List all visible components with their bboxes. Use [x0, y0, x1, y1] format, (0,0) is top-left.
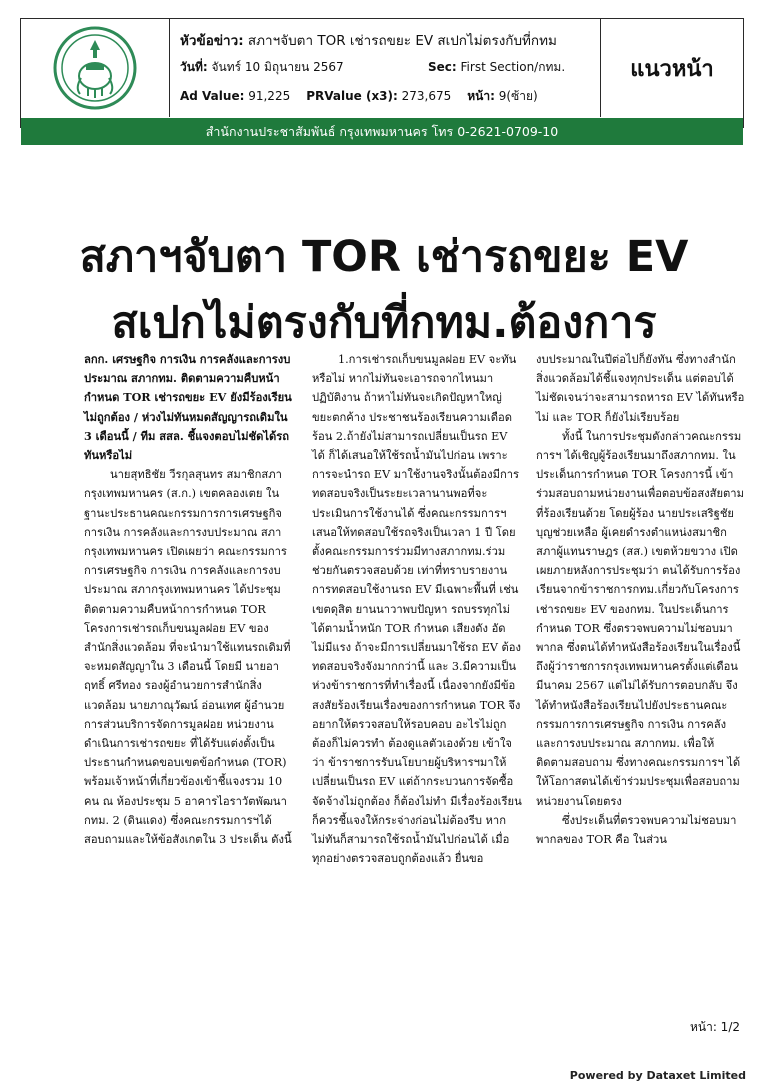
- article-paragraph: 1.การเช่ารถเก็บขนมูลฝอย EV จะทันหรือไม่ หากไม่ทันจะเอารถจากไหนมาปฏิบัติงาน ถ้าหาไม่ทันจะเกิดปัญหาใหญ่ ขยะตกค้าง ประชาชนร้องเรียนความเดือดร้อน 2.ถ้ายังไม่สามารถเปลี่ยนเป็นรถ EV ได้ ก็ได้เสนอให้ใช้รถน้ำมันไปก่อน เพราะการจะนำรถ EV มาใช้งานจริงนั้นต้องมีการทดสอบจริงเป็นระยะเวลานานพอที่จะประเมินการใช้งานได้ ซึ่งคณะกรรมการฯเสนอให้ทดสอบใช้รถจริงเป็นเวลา 1 ปี โดยตั้งคณะกรรมการร่วมมีทางสภากทม.ร่วมช่วยกันตรวจสอบด้วย เท่าที่ทราบรายงานการทดสอบใช้งานรถ EV มีเฉพาะพื้นที่ เช่น เขตดุสิต ยานนาวาพบปัญหา รถบรรทุกไม่ได้ตามน้ำหนัก TOR กำหนด เสียงดัง อัดไม่มีแรง ถ้าจะมีการเปลี่ยนมาใช้รถ EV ต้องทดสอบจริงจังมากกว่านี้ และ 3.มีความเป็นห่วงข้าราชการที่ทำเรื่องนี้ เนื่องจากยังมีข้อสงสัยร้องเรียนเรื่องของการกำหนด TOR จึงอยากให้ตรวจสอบให้รอบคอบ อะไรไม่ถูกต้องก็ไม่ควรทำ ต้องดูแลตัวเองด้วย เข้าใจว่า ข้าราชการรับนโยบายผู้บริหารฯมาให้เปลี่ยนเป็นรถ EV แต่ถ้ากระบวนการจัดซื้อจัดจ้างไม่ถูกต้อง ก็ต้องไม่ทำ มีเรื่องร้องเรียนก็ควรชี้แจงให้กระจ่างก่อนไม่ต้องรีบ หากไม่ทันก็สามารถใช้รถน้ำมันไปก่อนได้ เมื่อทุกอย่างตรวจสอบถูกต้องแล้ว ยื่นขอ: [312, 353, 522, 866]
- date-row: [180, 58, 344, 77]
- office-contact-bar: [21, 118, 743, 145]
- article-paragraph: ซึ่งประเด็นที่ตรวจพบความไม่ชอบมาพากลของ TOR คือ ในส่วน: [536, 813, 737, 847]
- article-title-line-2: สเปกไม่ตรงกับที่กทม.ต้องการ: [111, 298, 657, 348]
- article-paragraph: ทั้งนี้ ในการประชุมดังกล่าวคณะกรรมการฯ ได้เชิญผู้ร้องเรียนมาถึงสภากทม. ในประเด็นการกำหนด TOR โครงการนี้ เข้าร่วมสอบถามหน่วยงานเพื่อตอบข้อสงสัยตามที่ร้องเรียนด้วย โดยผู้ร้อง นายประเสริฐชัย บุญช่วยเหลือ ผู้เคยดำรงตำแหน่งสมาชิกสภาผู้แทนราษฎร (สส.) เขตห้วยขวาง เปิดเผยภายหลังการประชุมว่า ตนได้รับการร้องเรียนจากข้าราชการกทม.เกี่ยวกับโครงการเช่ารถขยะ EV ของกทม. ในประเด็นการกำหนด TOR ซึ่งตรวจพบความไม่ชอบมาพากล ซึ่งตนได้ทำหนังสือร้องเรียนในเรื่องนี้ถึงผู้ว่าราชการกรุงเทพมหานครตั้งแต่เดือนมีนาคม 2567 แต่ไม่ได้รับการตอบกลับ จึงได้ทำหนังสือร้องเรียนไปยังประธานคณะกรรมการการเศรษฐกิจ การเงิน การคลังและการงบประมาณ สภากทม. เพื่อให้ติดตามสอบถาม ซึ่งทางคณะกรรมการฯ ได้ให้โอกาสตนได้เข้าร่วมประชุมเพื่อสอบถามหน่วยงานโดยตรง: [536, 429, 744, 808]
- pr-value-label: PRValue (x3):: [306, 89, 398, 103]
- powered-by-credit: Powered by Dataxet Limited: [569, 1069, 746, 1082]
- date-label: วันที่:: [180, 60, 208, 74]
- article-paragraph: นายสุทธิชัย วีรกุลสุนทร สมาชิกสภากรุงเทพมหานคร (ส.ก.) เขตคลองเตย ในฐานะประธานคณะกรรมการการเศรษฐกิจ การเงิน การคลังและการงบประมาณ สภากรุงเทพมหานคร เปิดเผยว่า คณะกรรมการการเศรษฐกิจ การเงิน การคลังและการงบประมาณ สภากรุงเทพมหานคร ได้ประชุมติดตามความคืบหน้าการกำหนด TOR โครงการเช่ารถเก็บขนมูลฝอย EV ของสำนักสิ่งแวดล้อม ที่จะนำมาใช้แทนรถเดิมที่จะหมดสัญญาใน 3 เดือนนี้ โดยมี นายอาฤทธิ์ ศรีทอง รองผู้อำนวยการสำนักสิ่งแวดล้อม นายภาณุวัฒน์ อ่อนเทศ ผู้อำนวยการส่วนบริการจัดการมูลฝอย หน่วยงานดำเนินการเช่ารถขยะ ที่ได้รับแต่งตั้งเป็นประธานกำหนดขอบเขตข้อกำหนด (TOR) พร้อมเจ้าหน้าที่เกี่ยวข้องเข้าชี้แจงรวม 10 คน ณ ห้องประชุม 5 อาคารไอราวัตพัฒนา กทม. 2 (ดินแดง) ซึ่งคณะกรรมการฯได้สอบถามและให้ข้อสังเกตใน 3 ประเด็น ดังนี้: [84, 468, 292, 847]
- article-column-3: [536, 350, 746, 849]
- article-lead: ลกก. เศรษฐกิจ การเงิน การคลังและการงบประมาณ สภากทม. ติดตามความคืบหน้ากำหนด TOR เช่ารถขยะ EV ยังมีร้องเรียนไม่ถูกต้อง / ห่วงไม่ทันหมดสัญญารถเดิมใน 3 เดือนนี้ / ทีม สสล. ชี้แจงตอบไม่ชัดได้รถทันหรือไม่: [84, 352, 292, 463]
- page-value: 9(ซ้าย): [498, 89, 538, 103]
- pr-value: 273,675: [401, 89, 452, 103]
- ad-value: 91,225: [248, 89, 291, 103]
- article-column-1: [84, 350, 294, 849]
- article-column-2: [312, 350, 522, 868]
- section-label: Sec:: [428, 60, 457, 74]
- section-value: First Section/กทม.: [460, 60, 566, 74]
- headline-row: [180, 29, 557, 51]
- article-title-line-1: สภาฯจับตา TOR เช่ารถขยะ EV: [79, 232, 689, 282]
- metrics-row: [180, 87, 538, 106]
- newspaper-name-box: [601, 19, 743, 117]
- clipping-info: [170, 19, 601, 117]
- page-indicator: หน้า: 1/2: [689, 1020, 740, 1034]
- headline-value: สภาฯจับตา TOR เช่ารถขยะ EV สเปกไม่ตรงกับที่กทม: [247, 33, 557, 49]
- clipping-header: [20, 18, 744, 139]
- ad-value-label: Ad Value:: [180, 89, 245, 103]
- date-value: จันทร์ 10 มิถุนายน 2567: [211, 60, 344, 74]
- office-contact-text: สำนักงานประชาสัมพันธ์ กรุงเทพมหานคร โทร 0-2621-0709-10: [205, 123, 559, 139]
- newspaper-name: แนวหน้า: [630, 56, 714, 82]
- page-label: หน้า:: [467, 89, 495, 103]
- article-paragraph: งบประมาณในปีต่อไปก็ยังทัน ซึ่งทางสำนักสิ่งแวดล้อมได้ชี้แจงทุกประเด็น แต่ตอบได้ไม่ชัดเจนว่าจะสามารถหารถ EV ได้ทันหรือไม่ และ TOR ก็ยังไม่เรียบร้อย: [536, 353, 745, 424]
- bma-seal-icon: [50, 24, 140, 112]
- headline-label: หัวข้อข่าว:: [180, 33, 244, 49]
- section-row: [428, 58, 565, 77]
- bma-seal-logo: [21, 19, 170, 117]
